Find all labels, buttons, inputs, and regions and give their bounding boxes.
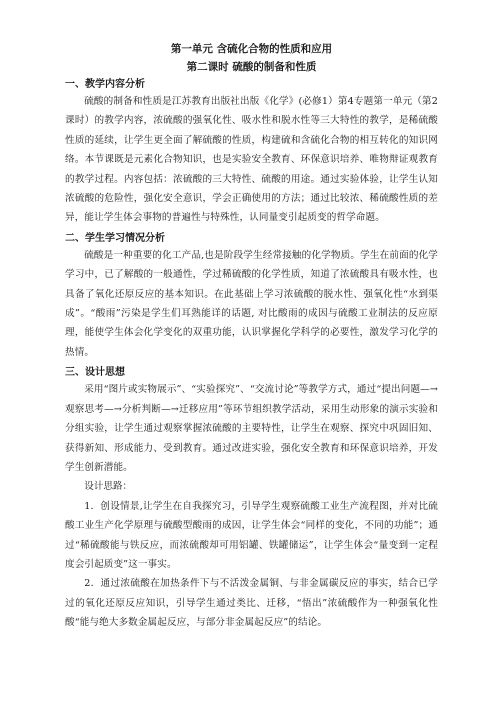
unit-title: 第一单元 含硫化合物的性质和应用 <box>170 43 333 55</box>
section-heading-content-analysis: 一、教学内容分析 <box>65 79 145 90</box>
design-item-1: 1．创设情景,让学生在自我探究习，引导学生观察硫酸工业生产流程图，并对比硫酸工业生产化学原理与硫酸型酸雨的成因，让学生体会“同样的变化，不同的功能”；通过“稀硫酸能与铁反应，而浓硫酸却可用铝罐、铁罐储运”，让学生体会“量变到一定程度会引起质变”这一事实。 <box>65 500 438 570</box>
design-outline-label: 设计思路： <box>84 481 133 493</box>
paragraph-student-analysis: 硫酸是一种重要的化工产品,也是阶段学生经常接触的化学物质。学生在前面的化学学习中，已了解酸的一般通性，学过稀硫酸的化学性质，知道了浓硫酸具有吸水性，也具备了氧化还原反应的基本知识。在此基础上学习浓硫酸的脱水性、强氧化性“水到渠成”。“酸雨”污染是学生们耳熟能详的话题, 对比酸雨的成因与硫酸工业制法的反应原理，能使学生体会化学变化的双重功能，认识掌握化学科学的必要性，激发学习化学的热情。 <box>65 249 438 358</box>
paragraph-content-analysis: 硫酸的制备和性质是江苏教育出版社出版《化学》(必修1）第4专题第一单元（第2课时）的教学内容，浓硫酸的强氧化性、吸水性和脱水性等三大特性的教学，是稀硫酸性质的延续，让学生更全面了解硫酸的性质，构建硫和含硫化合物的相互转化的知识网络。本节课既是元素化合物知识，也是实验安全教育、环保意识培养、唯物辩证观教育的教学过程。内容包括：浓硫酸的三大特性、硫酸的用途。通过实验体验，让学生认知浓硫酸的危险性，强化安全意识，学会正确使用的方法；通过比较浓、稀硫酸性质的差异，能让学生体会事物的普遍性与特殊性，认同量变引起质变的哲学命题。 <box>65 96 438 224</box>
section-heading-design-idea: 三、设计思想 <box>65 367 125 379</box>
lesson-title: 第二课时 硫酸的制备和性质 <box>186 61 317 73</box>
section-heading-student-analysis: 二、学生学习情况分析 <box>65 232 165 244</box>
paragraph-design-idea: 采用“图片或实物展示”、“实验探究”、“交流讨论”等教学方式，通过“提出问题—→观察思考—→分析判断—→迁移应用”等环节组织教学活动，采用生动形象的演示实验和分组实验，让学生通过观察掌握浓硫酸的主要特性，让学生在观察、探究中巩固旧知、获得新知、形成能力、受到教育。通过改进实验，强化安全教育和环保意识培养，开发学生创新潜能。 <box>65 384 438 473</box>
design-item-2: 2．通过浓硫酸在加热条件下与不活泼金属铜、与非金属碳反应的事实，结合已学过的氧化还原反应知识，引导学生通过类比、迁移，“悟出”浓硫酸作为一种强氧化性酸“能与绝大多数金属起反应，与部分非金属起反应”的结论。 <box>65 578 438 629</box>
